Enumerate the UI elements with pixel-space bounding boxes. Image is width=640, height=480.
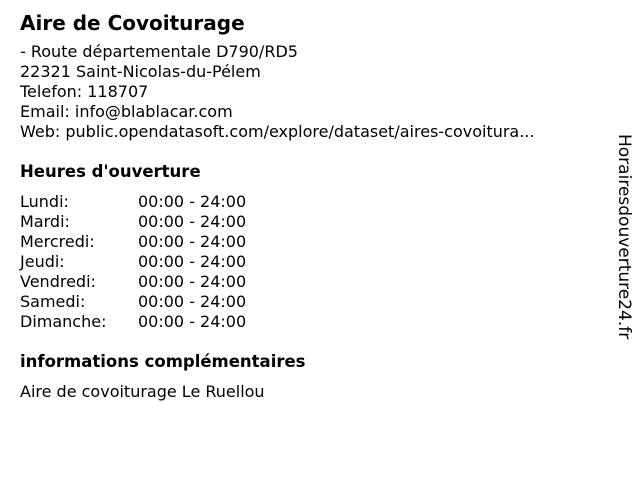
hours-row-monday bbox=[20, 192, 610, 212]
additional-info-heading: informations complémentaires bbox=[20, 352, 306, 371]
hours-row-thursday bbox=[20, 252, 610, 272]
city-address: 22321 Saint-Nicolas-du-Pélem bbox=[20, 62, 261, 81]
hours-time: 00:00 - 24:00 bbox=[138, 272, 247, 291]
hours-row-tuesday bbox=[20, 212, 610, 232]
page-title: Aire de Covoiturage bbox=[20, 11, 245, 35]
hours-time: 00:00 - 24:00 bbox=[138, 292, 247, 311]
opening-hours-table bbox=[20, 192, 610, 332]
hours-row-wednesday bbox=[20, 232, 610, 252]
email-address: Email: info@blablacar.com bbox=[20, 102, 233, 121]
hours-time: 00:00 - 24:00 bbox=[138, 212, 247, 231]
hours-day: Mercredi: bbox=[20, 232, 95, 251]
website-link[interactable]: Web: public.opendatasoft.com/explore/dataset/aires-covoitura... bbox=[20, 122, 535, 141]
hours-day: Vendredi: bbox=[20, 272, 96, 291]
hours-time: 00:00 - 24:00 bbox=[138, 252, 247, 271]
hours-time: 00:00 - 24:00 bbox=[138, 232, 247, 251]
hours-row-friday bbox=[20, 272, 610, 292]
hours-day: Mardi: bbox=[20, 212, 70, 231]
hours-day: Lundi: bbox=[20, 192, 69, 211]
opening-hours-heading: Heures d'ouverture bbox=[20, 162, 201, 181]
phone-number: Telefon: 118707 bbox=[20, 82, 149, 101]
hours-row-saturday bbox=[20, 292, 610, 312]
site-watermark: Horairesdouverture24.fr bbox=[614, 134, 634, 340]
hours-row-sunday bbox=[20, 312, 610, 332]
place-card bbox=[20, 10, 610, 402]
hours-time: 00:00 - 24:00 bbox=[138, 192, 247, 211]
address-block bbox=[20, 42, 610, 142]
additional-info-text: Aire de covoiturage Le Ruellou bbox=[20, 382, 265, 401]
street-address: - Route départementale D790/RD5 bbox=[20, 42, 298, 61]
hours-day: Dimanche: bbox=[20, 312, 107, 331]
hours-time: 00:00 - 24:00 bbox=[138, 312, 247, 331]
hours-day: Jeudi: bbox=[20, 252, 65, 271]
hours-day: Samedi: bbox=[20, 292, 86, 311]
